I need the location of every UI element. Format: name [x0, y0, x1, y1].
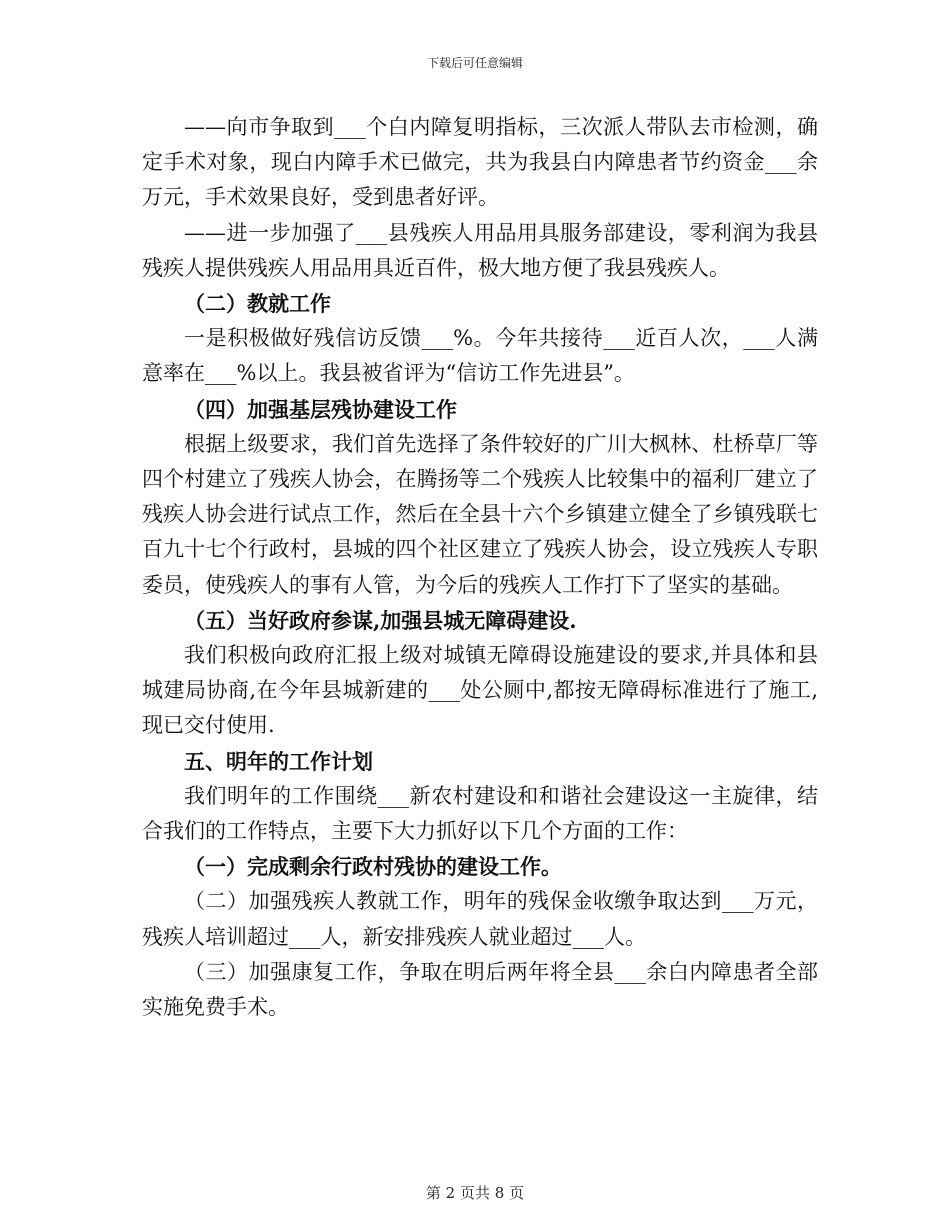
paragraph-barrier-free: 我们积极向政府汇报上级对城镇无障碍设施建设的要求,并具体和县城建局协商,在今年县城新建的___处公厕中,都按无障碍标准进行了施工,现已交付使用. [142, 643, 818, 738]
paragraph-service-department: ——进一步加强了___县残疾人用品用具服务部建设，零利润为我县残疾人提供残疾人用品用具近百件，极大地方便了我县残疾人。 [142, 220, 818, 280]
section-heading-grassroots: （四）加强基层残协建设工作 [184, 396, 457, 422]
plan-item-2: （二）加强残疾人教就工作，明年的残保金收缴争取达到___万元，残疾人培训超过___人，新安排残疾人就业超过___人。 [142, 889, 818, 949]
section-heading-education: （二）教就工作 [184, 291, 331, 317]
paragraph-plan-intro: 我们明年的工作围绕___新农村建设和和谐社会建设这一主旋律，结合我们的工作特点，主要下大力抓好以下几个方面的工作： [142, 783, 818, 844]
paragraph-grassroots: 根据上级要求，我们首先选择了条件较好的广川大枫林、杜桥草厂等四个村建立了残疾人协会，在腾扬等二个残疾人比较集中的福利厂建立了残疾人协会进行试点工作，然后在全县十六个乡镇建立健全了乡镇残联七百九十七个行政村，县城的四个社区建立了残疾人协会，设立残疾人专职委员，使残疾人的事有人管，为今后的残疾人工作打下了坚实的基础。 [142, 431, 818, 597]
section-heading-barrier-free: （五）当好政府参谋,加强县城无障碍建设. [184, 607, 577, 633]
plan-item-3: （三）加强康复工作，争取在明后两年将全县___余白内障患者全部实施免费手术。 [142, 959, 818, 1020]
paragraph-cataract: ——向市争取到___个白内障复明指标，三次派人带队去市检测，确定手术对象，现白内障手术已做完，共为我县白内障患者节约资金___余万元，手术效果良好，受到患者好评。 [142, 115, 818, 210]
paragraph-petition: 一是积极做好残信访反馈___%。今年共接待___近百人次，___人满意率在___%以上。我县被省评为“信访工作先进县”。 [142, 326, 818, 386]
section-heading-next-year-plan: 五、明年的工作计划 [184, 748, 373, 774]
page-footer: 第 2 页共 8 页 [425, 1184, 525, 1202]
document-body [142, 110, 818, 1025]
plan-item-1: （一）完成剩余行政村残协的建设工作。 [184, 854, 562, 880]
page-header: 下载后可任意编辑 [426, 56, 523, 70]
